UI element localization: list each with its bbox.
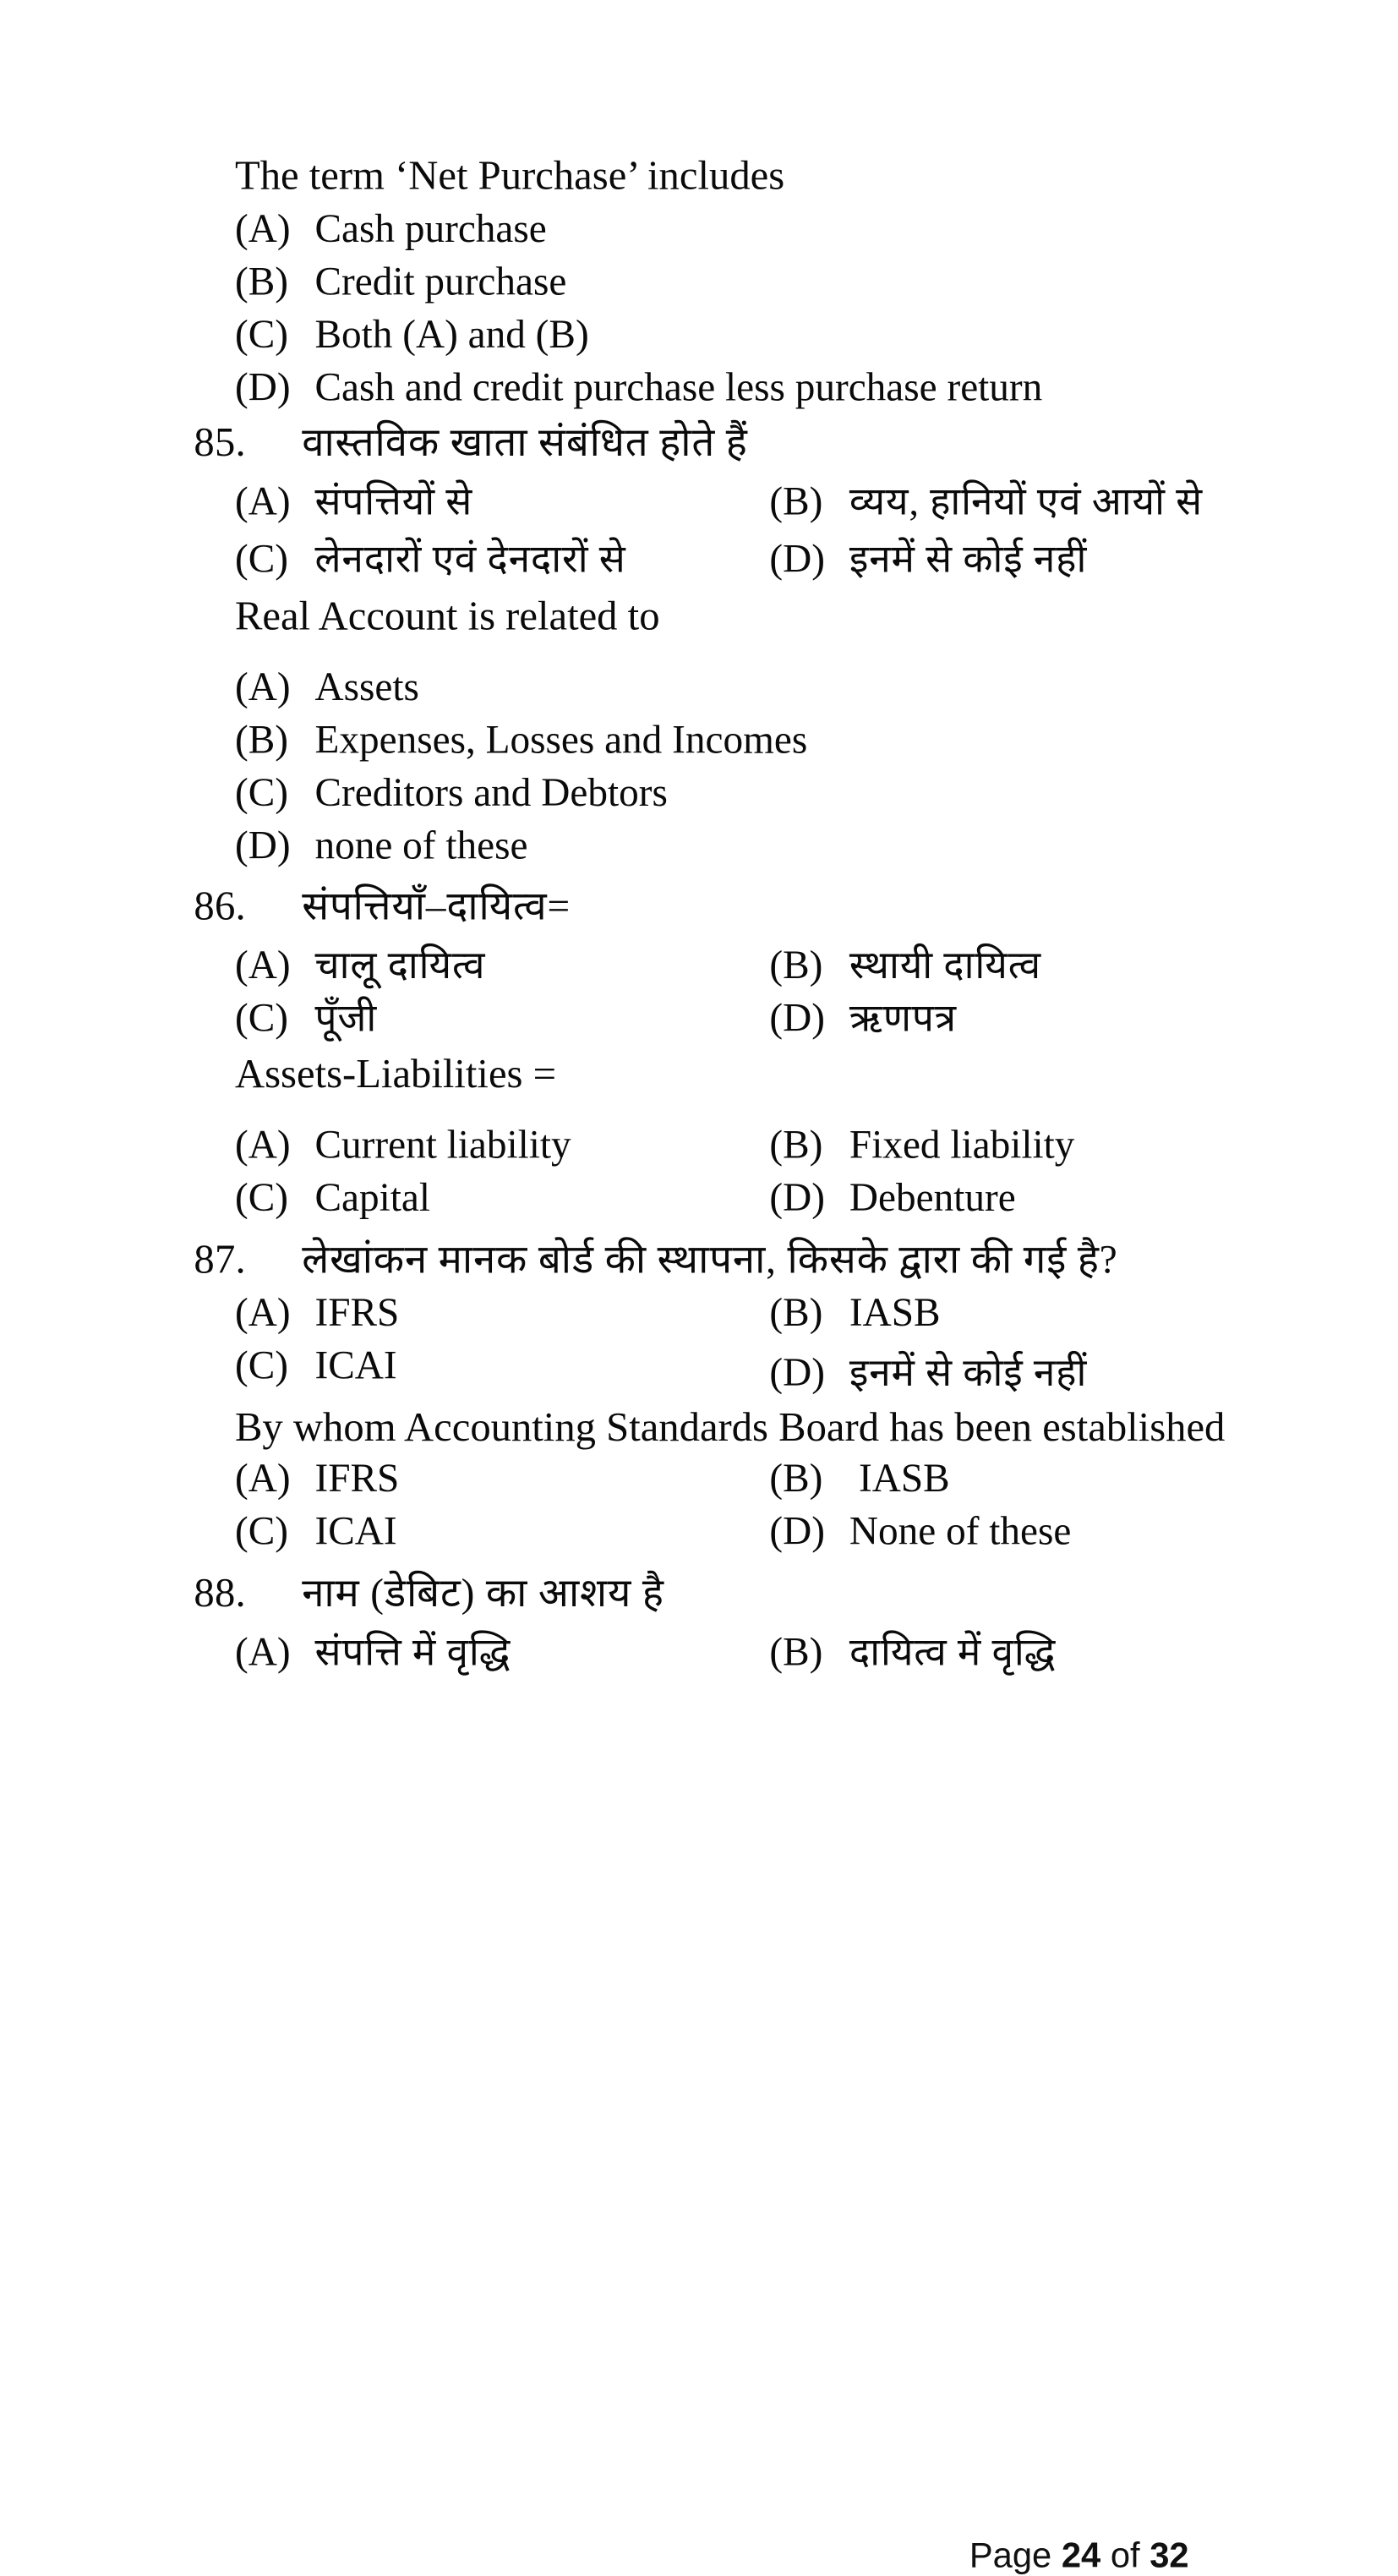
- question-stem-assets-liabilities: Assets-Liabilities =: [234, 1051, 557, 1097]
- question-85-stem-row: [194, 413, 747, 468]
- option-row: [769, 990, 957, 1043]
- option-text: IASB: [859, 1457, 950, 1501]
- option-label: (D): [769, 538, 826, 582]
- option-text: Expenses, Losses and Incomes: [314, 719, 808, 763]
- footer-middle: of: [1110, 2536, 1140, 2575]
- option-text: Cash purchase: [314, 207, 547, 252]
- option-label: (B): [769, 1124, 823, 1168]
- option-text: Debenture: [849, 1176, 1016, 1221]
- option-text: None of these: [849, 1510, 1072, 1554]
- option-row: [235, 208, 547, 253]
- option-label: (C): [234, 538, 288, 582]
- option-label: (D): [769, 997, 826, 1041]
- option-label: (A): [234, 480, 291, 524]
- footer-page-number: 24: [1061, 2536, 1101, 2575]
- option-label: (A): [234, 665, 291, 709]
- option-text: इनमें से कोई नहीं: [849, 1353, 1088, 1396]
- option-row: [235, 1344, 397, 1389]
- option-text: स्थायी दायित्व: [849, 945, 1042, 988]
- option-text: IASB: [849, 1291, 941, 1336]
- option-label: (B): [769, 1291, 823, 1336]
- option-row: [235, 1458, 399, 1502]
- option-label: (D): [769, 1351, 826, 1396]
- option-label: (B): [769, 1457, 823, 1501]
- question-number: 88.: [194, 1570, 246, 1616]
- option-label: (B): [234, 719, 288, 763]
- option-row: [769, 473, 1203, 527]
- option-text: चालू दायित्व: [314, 945, 486, 988]
- option-text: Creditors and Debtors: [314, 771, 668, 815]
- option-row: [769, 531, 1087, 584]
- option-row: [235, 937, 485, 990]
- option-row: [235, 1624, 511, 1677]
- footer-prefix: Page: [969, 2536, 1052, 2575]
- option-text: संपत्ति में वृद्धि: [314, 1632, 511, 1675]
- option-label: (D): [769, 1510, 826, 1554]
- option-row: [235, 1510, 397, 1555]
- footer-total-pages: 32: [1150, 2536, 1189, 2575]
- option-row: [769, 1124, 1074, 1168]
- option-label: (D): [769, 1176, 826, 1221]
- option-row: [769, 1292, 940, 1337]
- option-row: [769, 937, 1041, 990]
- option-label: (B): [769, 1631, 823, 1675]
- option-row: [769, 1344, 1087, 1397]
- question-stem-hindi: संपत्तियाँ–दायित्व=: [302, 885, 571, 929]
- option-label: (D): [234, 824, 291, 868]
- option-text: IFRS: [314, 1291, 400, 1336]
- option-row: [235, 666, 419, 711]
- question-87-stem-row: [194, 1231, 1117, 1285]
- question-number: 86.: [194, 883, 246, 929]
- option-text: लेनदारों एवं देनदारों से: [314, 539, 626, 582]
- option-row: [769, 1624, 1056, 1677]
- page-footer: [969, 2536, 1189, 2576]
- option-label: (C): [234, 997, 288, 1041]
- option-text: संपत्तियों से: [314, 481, 473, 524]
- option-text: IFRS: [314, 1457, 400, 1501]
- option-label: (C): [234, 313, 288, 358]
- option-row: [235, 260, 566, 305]
- option-text: none of these: [314, 824, 528, 868]
- option-row: [235, 772, 668, 817]
- option-text: व्यय, हानियों एवं आयों से: [849, 481, 1203, 524]
- option-row: [769, 1458, 949, 1502]
- question-stem-real-account: Real Account is related to: [234, 593, 660, 639]
- option-label: (A): [234, 1291, 291, 1336]
- question-stem-net-purchase: The term ‘Net Purchase’ includes: [234, 152, 785, 199]
- question-stem-hindi: वास्तविक खाता संबंधित होते हैं: [302, 421, 748, 466]
- option-row: [235, 473, 472, 527]
- question-stem-hindi: नाम (डेबिट) का आशय है: [302, 1572, 664, 1616]
- option-label: (A): [234, 1124, 291, 1168]
- question-number: 87.: [194, 1236, 246, 1283]
- option-text: Fixed liability: [849, 1124, 1075, 1168]
- option-label: (A): [234, 943, 291, 988]
- option-text: Cash and credit purchase less purchase return: [314, 366, 1043, 410]
- option-text: Both (A) and (B): [314, 313, 589, 358]
- option-row: [769, 1510, 1071, 1555]
- option-text: Current liability: [314, 1124, 571, 1168]
- option-text: Credit purchase: [314, 260, 567, 304]
- option-row: [235, 531, 626, 584]
- option-label: (B): [769, 943, 823, 988]
- option-text: दायित्व में वृद्धि: [849, 1632, 1057, 1675]
- question-stem-hindi: लेखांकन मानक बोर्ड की स्थापना, किसके द्वारा की गई है?: [302, 1239, 1118, 1283]
- option-text: Assets: [314, 665, 419, 709]
- option-text: ICAI: [314, 1344, 397, 1388]
- option-row: [235, 366, 1042, 411]
- question-88-stem-row: [194, 1564, 664, 1618]
- option-row: [235, 1292, 399, 1337]
- option-label: (B): [769, 480, 823, 524]
- option-text: Capital: [314, 1176, 430, 1221]
- question-86-stem-row: [194, 878, 571, 932]
- option-text: पूँजी: [314, 998, 378, 1041]
- option-row: [235, 1124, 571, 1168]
- option-row: [235, 314, 589, 358]
- option-label: (B): [234, 260, 288, 304]
- question-number: 85.: [194, 418, 246, 466]
- option-row: [235, 719, 807, 763]
- option-label: (D): [234, 366, 291, 410]
- option-text: इनमें से कोई नहीं: [849, 539, 1088, 582]
- option-label: (A): [234, 207, 291, 252]
- option-row: [235, 990, 377, 1043]
- option-text: ICAI: [314, 1510, 397, 1554]
- option-label: (C): [234, 771, 288, 815]
- option-row: [769, 1177, 1015, 1222]
- option-label: (C): [234, 1344, 288, 1388]
- option-row: [235, 824, 527, 869]
- option-text: ऋणपत्र: [849, 998, 957, 1041]
- option-row: [235, 1177, 430, 1222]
- question-stem-accounting-standards-board: By whom Accounting Standards Board has been established: [234, 1404, 1226, 1451]
- option-label: (A): [234, 1457, 291, 1501]
- option-label: (A): [234, 1631, 291, 1675]
- option-label: (C): [234, 1176, 288, 1221]
- option-label: (C): [234, 1510, 288, 1554]
